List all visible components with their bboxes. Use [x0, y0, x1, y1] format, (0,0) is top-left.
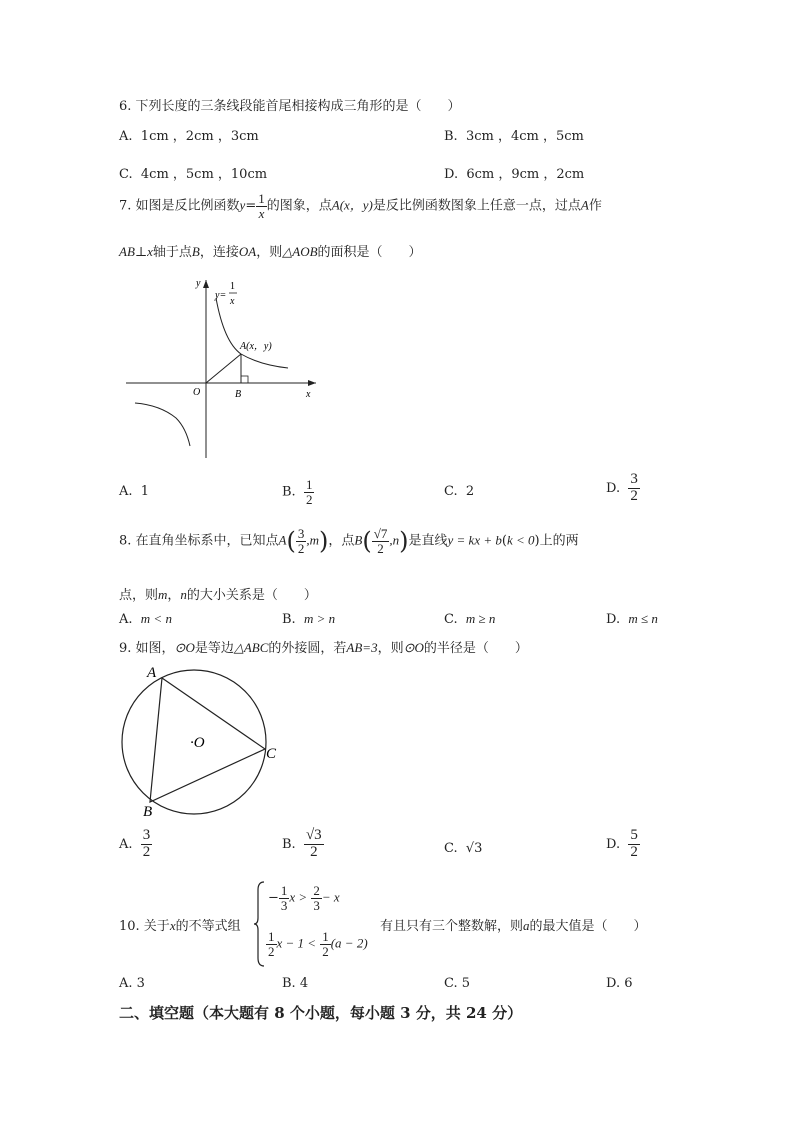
hyperbola-branch-left: [135, 403, 190, 446]
vertex-c-label: C: [266, 746, 277, 762]
curve-label-y: y=: [215, 290, 227, 301]
triangle-abc: [150, 678, 265, 802]
q6-option-c: C. 4cm ，5cm ，10cm: [119, 167, 268, 182]
q10-stem-left: 10. 关于x的不等式组: [119, 918, 241, 934]
q7-stem-line2: AB⊥x轴于点B，连接OA，则△AOB的面积是（ ）: [119, 244, 422, 260]
segment-oa: [206, 354, 241, 383]
q8-stem-line2: 点，则m，n的大小关系是（ ）: [119, 587, 317, 603]
origin-label: O: [193, 387, 201, 398]
q9-stem: 9. 如图，⊙O是等边△ABC的外接圆，若AB=3，则⊙O的半径是（ ）: [119, 640, 528, 656]
q7-option-a: A. 1: [119, 484, 150, 499]
q8-option-d: D. m ≤ n: [606, 611, 658, 627]
q6-option-a: A. 1cm ，2cm ，3cm: [119, 129, 259, 144]
right-angle-mark: [241, 376, 248, 383]
q9-option-d: D. $\frac{5}{2}$: [606, 827, 638, 860]
left-brace: [254, 882, 264, 966]
q10-inequality-2: $\frac{1}{2}$ x − 1 < $\frac{1}{2}$ (a − 2): [268, 929, 368, 959]
q7-fraction: $\frac{1}{x}$: [258, 191, 265, 221]
q8-stem-line1: 8. 在直角坐标系中，已知点A( $\frac{3}{2}$ ,m)，点B( $\frac{√7}{2}$ ,n)是直线y = kx + b(k < 0)上的两: [119, 526, 579, 556]
q7-option-b: B. $\frac{1}{2}$: [282, 477, 313, 507]
center-o-label: ·O: [190, 735, 205, 751]
point-a-label: A(x，y): [240, 341, 272, 352]
q9-option-b: B. $\frac{√3}{2}$: [282, 827, 322, 860]
curve-label-num: 1: [230, 281, 235, 292]
x-axis-arrow: [308, 380, 316, 386]
y-axis-arrow: [203, 280, 209, 288]
q8-option-c: C. m ≥ n: [444, 611, 496, 627]
q10-inequality-1: − $\frac{1}{3}$ x > $\frac{2}{3}$ − x: [268, 883, 340, 913]
q7-stem-line1: 7. 如图是反比例函数y= $\frac{1}{x}$ 的图象，点A(x，y)是反比例函数图象上任意一点，过点A作: [119, 191, 602, 221]
q6-option-d: D. 6cm ，9cm ，2cm: [444, 167, 585, 182]
q10-option-b: B. 4: [282, 976, 309, 991]
vertex-a-label: A: [147, 665, 157, 681]
q10-brace: [254, 880, 266, 968]
hyperbola-branch-right: [216, 298, 288, 368]
q7-option-d: D. $\frac{3}{2}$: [606, 471, 638, 504]
q9-option-a: A. $\frac{3}{2}$: [119, 827, 151, 860]
q9-circle-figure: [115, 660, 285, 820]
q6-stem: 6. 下列长度的三条线段能首尾相接构成三角形的是（ ）: [119, 99, 461, 114]
y-axis-label: y: [196, 278, 201, 289]
vertex-b-label: B: [143, 804, 153, 820]
x-axis-label: x: [306, 389, 311, 400]
q7-graph-figure: [120, 272, 330, 462]
q7-option-c: C. 2: [444, 484, 475, 499]
q8-option-b: B. m > n: [282, 611, 336, 627]
curve-label-den: x: [230, 296, 235, 307]
q10-option-d: D. 6: [606, 976, 633, 991]
q8-option-a: A. m < n: [119, 611, 172, 627]
q9-option-c: C. √3: [444, 841, 483, 856]
q10-stem-right: 有且只有三个整数解，则a的最大值是（ ）: [380, 918, 647, 934]
q10-option-c: C. 5: [444, 976, 471, 991]
section-2-heading: 二、填空题（本大题有 8 个小题，每小题 3 分，共 24 分）: [119, 1004, 523, 1022]
q10-option-a: A. 3: [119, 976, 145, 991]
point-b-label: B: [235, 389, 242, 400]
q6-option-b: B. 3cm ，4cm ，5cm: [444, 129, 584, 144]
